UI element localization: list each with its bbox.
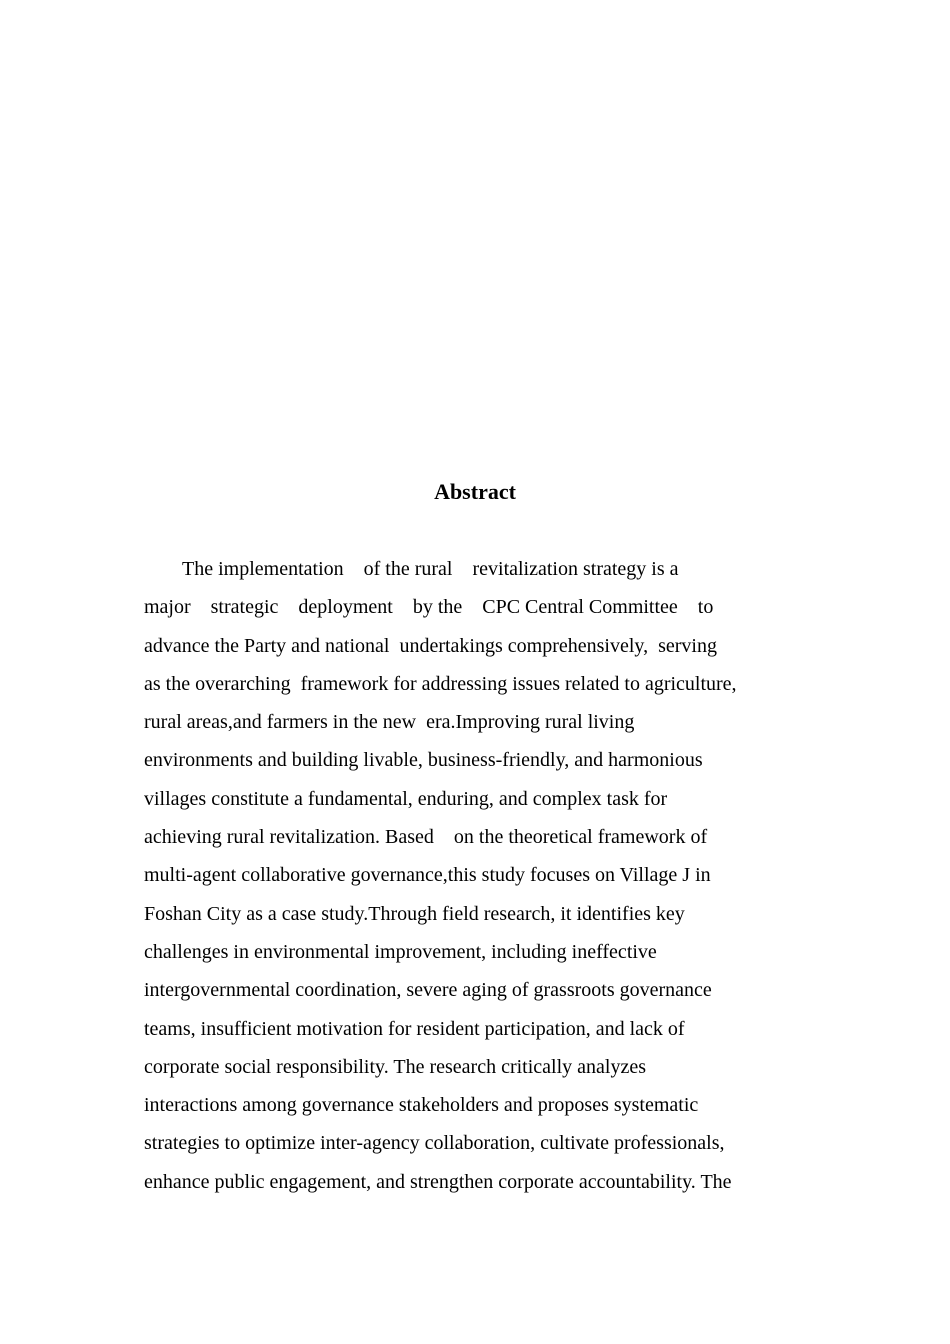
abstract-line: environments and building livable, business-friendly, and harmonious [144, 749, 703, 772]
abstract-line: corporate social responsibility. The research critically analyzes [144, 1055, 647, 1078]
abstract-line: advance the Party and national undertakings comprehensively, serving [144, 634, 717, 657]
abstract-line: challenges in environmental improvement, including ineffective [144, 940, 657, 963]
abstract-line: enhance public engagement, and strengthen corporate accountability. The [144, 1170, 732, 1193]
abstract-line: intergovernmental coordination, severe aging of grassroots governance [144, 979, 712, 1002]
abstract-line: teams, insufficient motivation for resident participation, and lack of [144, 1017, 685, 1040]
abstract-line: rural areas,and farmers in the new era.Improving rural living [144, 711, 635, 734]
abstract-line: The implementation of the rural revitalization strategy is a [182, 558, 679, 580]
abstract-line: villages constitute a fundamental, enduring, and complex task for [144, 787, 668, 810]
abstract-heading: Abstract [434, 479, 516, 504]
abstract-line: multi-agent collaborative governance,this study focuses on Village J in [144, 864, 711, 887]
abstract-line: achieving rural revitalization. Based on the theoretical framework of [144, 826, 708, 849]
abstract-line: as the overarching framework for addressing issues related to agriculture, [144, 672, 737, 695]
abstract-line: interactions among governance stakeholders and proposes systematic [144, 1094, 699, 1117]
abstract-body [144, 552, 814, 1203]
abstract-line: Foshan City as a case study.Through field research, it identifies key [144, 902, 685, 925]
abstract-line: major strategic deployment by the CPC Central Committee to [144, 596, 714, 619]
abstract-line: strategies to optimize inter-agency collaboration, cultivate professionals, [144, 1132, 725, 1155]
